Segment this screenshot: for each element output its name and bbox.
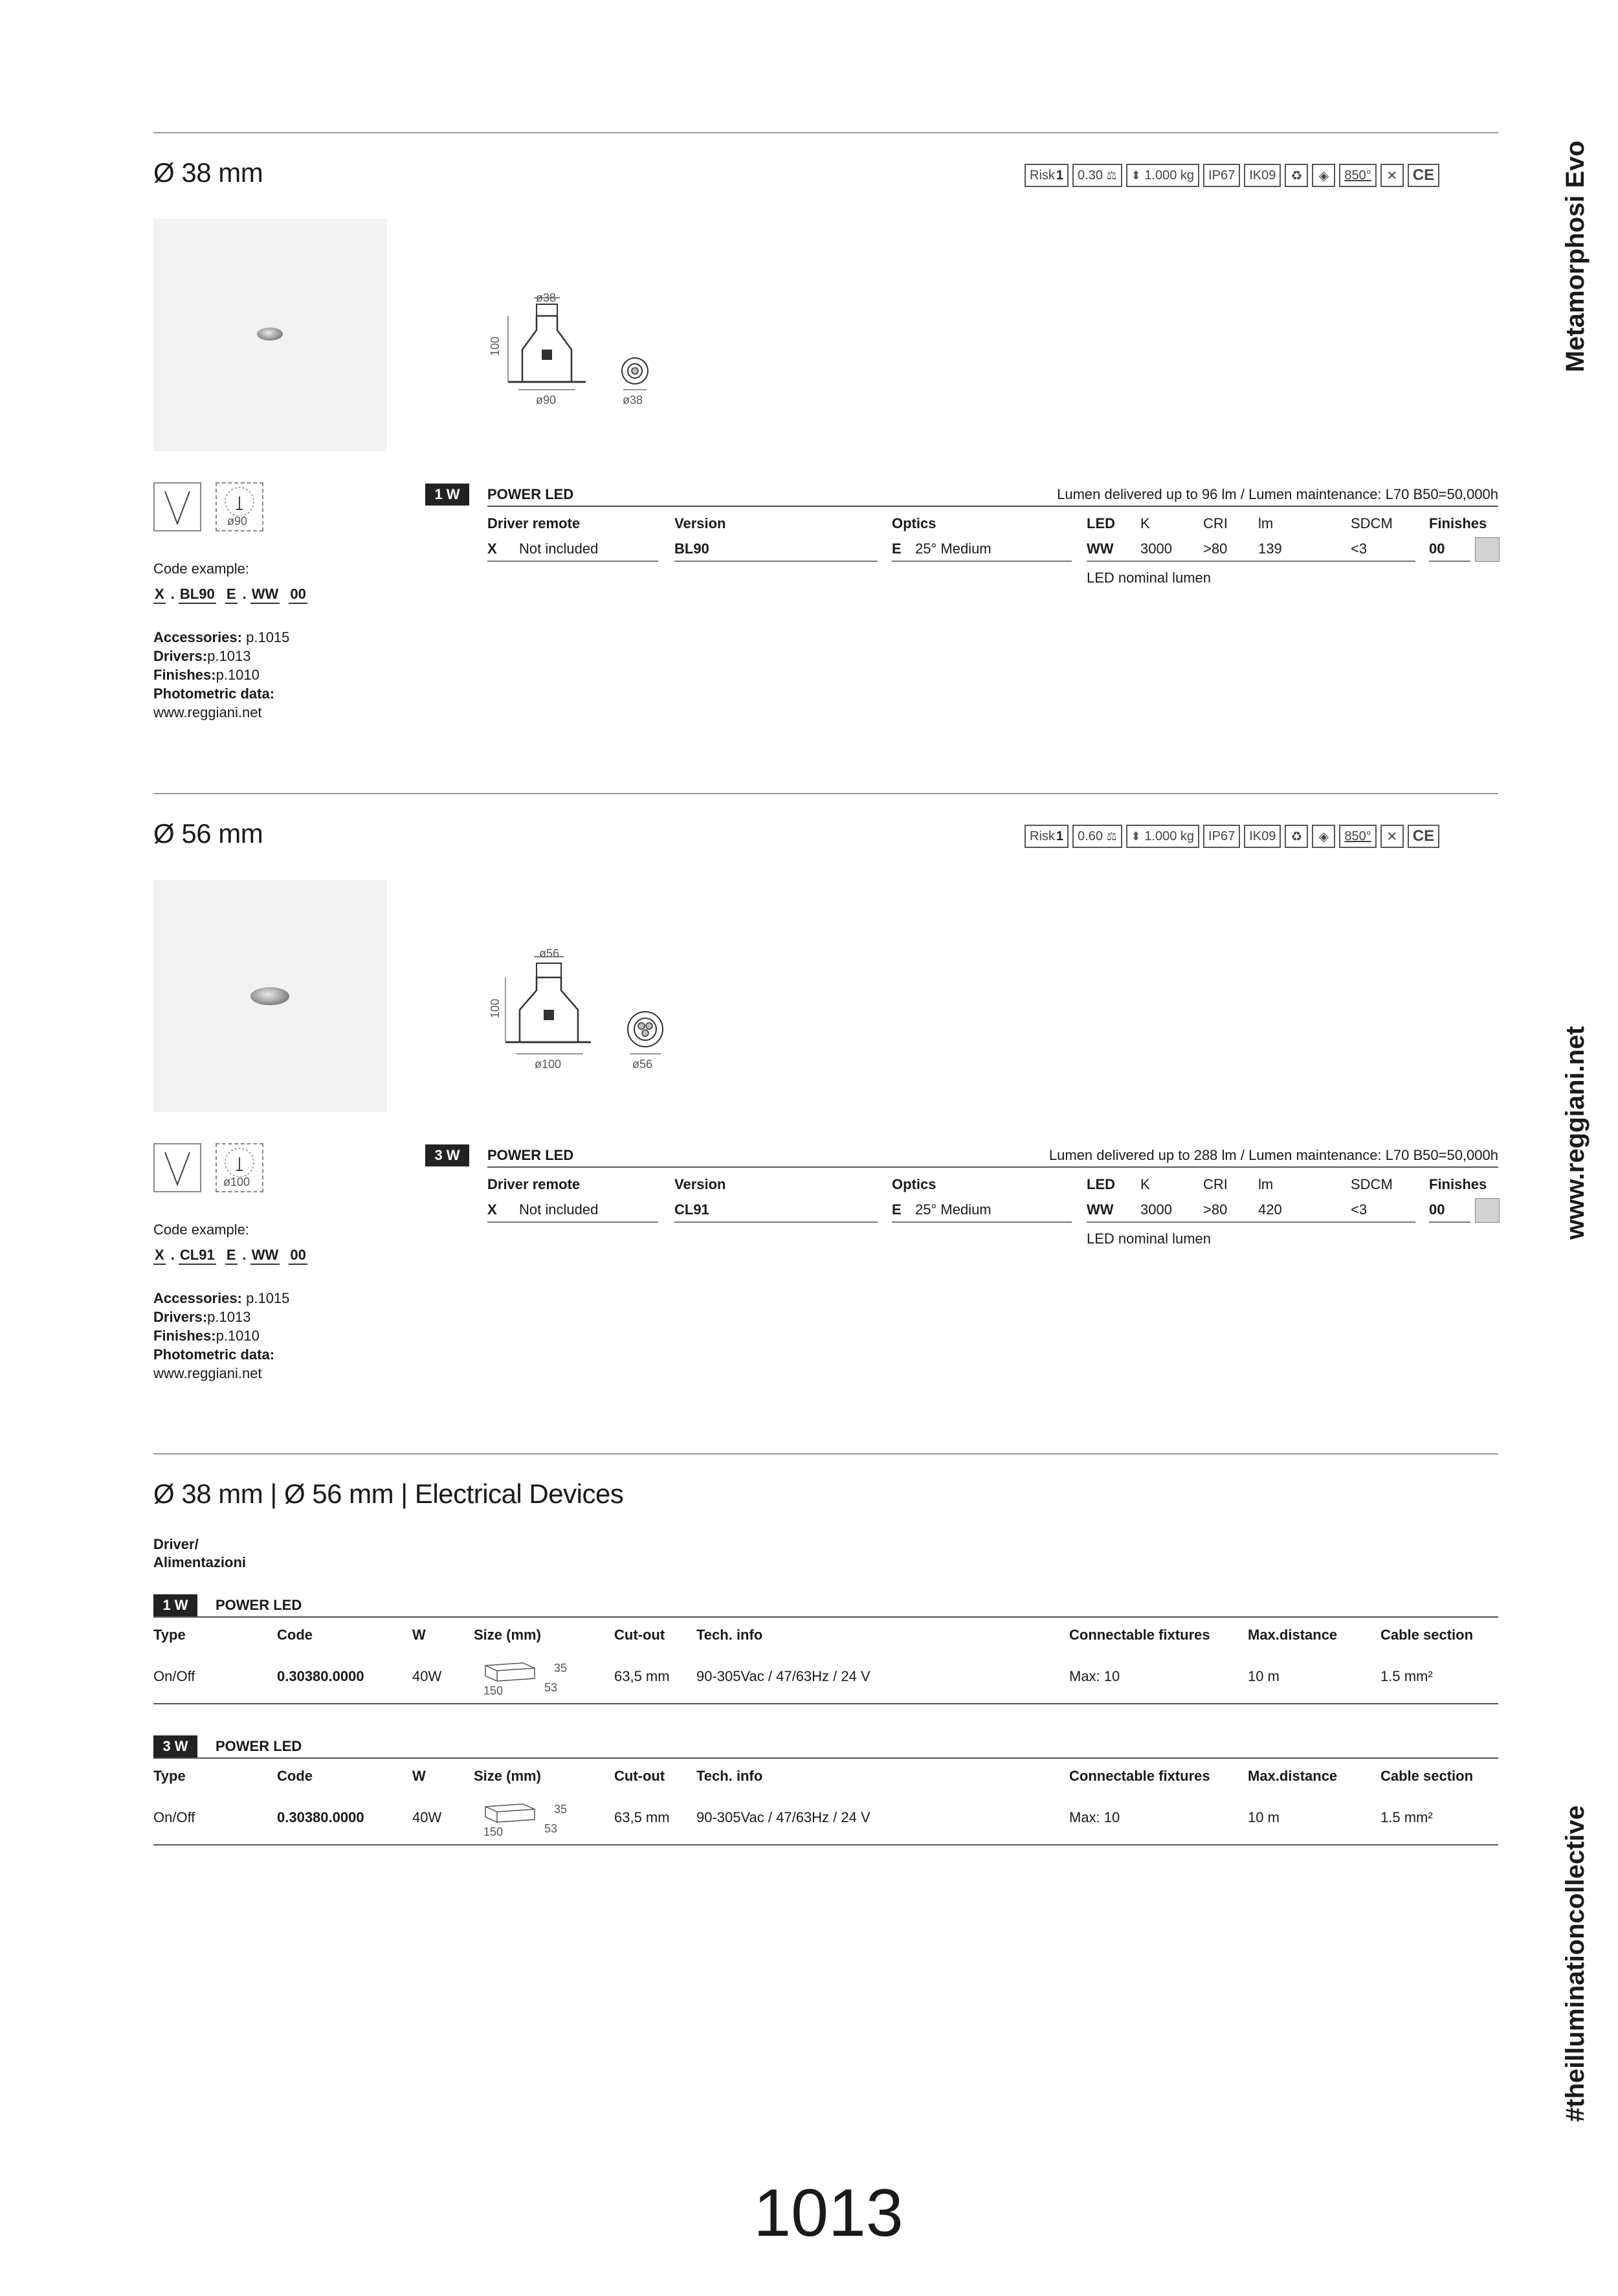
header-lm: lm	[1258, 1176, 1274, 1192]
ik-rating-badge: IK09	[1244, 825, 1281, 848]
cable-section-value: 1.5 mm²	[1380, 1809, 1433, 1825]
ip-rating-badge: IP67	[1203, 825, 1240, 848]
optics-code: E	[892, 1201, 902, 1218]
watt-value: 40W	[412, 1668, 442, 1684]
size-width-label: 53	[544, 1822, 558, 1835]
beam-angle-icon	[153, 482, 201, 531]
optics-text: 25° Medium	[915, 1201, 992, 1218]
cutout-value: 63,5 mm	[614, 1809, 670, 1825]
driver-code: X	[487, 541, 497, 557]
code-example: X . CL91 E . WW 00	[153, 1247, 313, 1265]
power-label: POWER LED	[216, 1597, 302, 1613]
cutout-value: 63,5 mm	[614, 1668, 670, 1684]
risk-group-badge: Risk 1	[1025, 825, 1069, 848]
header-max-distance: Max.distance	[1248, 1627, 1338, 1643]
weight-badge: 0.60 ⚖	[1072, 825, 1122, 848]
section-title: Ø 38 mm	[153, 157, 263, 188]
row-underline	[487, 561, 658, 562]
header-code: Code	[277, 1627, 313, 1643]
row-underline	[1429, 1221, 1470, 1223]
row-underline	[892, 1221, 1072, 1223]
header-type: Type	[153, 1768, 186, 1784]
lumen-info: Lumen delivered up to 288 lm / Lumen maintenance: L70 B50=50,000h	[1048, 1147, 1498, 1163]
power-badge: 1 W	[425, 484, 469, 506]
header-cutout: Cut-out	[614, 1627, 665, 1643]
finish-code: 00	[1429, 1201, 1445, 1218]
cut-out-label: ø100	[223, 1176, 250, 1188]
top-diameter-label: ø56	[539, 947, 560, 960]
header-code: Code	[277, 1768, 313, 1784]
row-underline	[674, 1221, 878, 1223]
max-distance-value: 10 m	[1248, 1668, 1280, 1684]
web-link[interactable]: www.reggiani.net	[153, 1365, 262, 1381]
code-example: X . BL90 E . WW 00	[153, 586, 313, 604]
product-image	[250, 987, 289, 1005]
header-driver: Driver remote	[487, 1176, 581, 1192]
header-k: K	[1140, 515, 1150, 531]
bottom-diameter-label: ø90	[536, 394, 557, 407]
size-length-label: 150	[483, 1825, 504, 1838]
connectable-value: Max: 10	[1069, 1668, 1120, 1684]
header-tech: Tech. info	[696, 1768, 763, 1784]
header-cable-section: Cable section	[1380, 1627, 1474, 1643]
led-code: WW	[1087, 541, 1114, 557]
table-rule	[487, 1166, 1498, 1168]
lm-value: 139	[1258, 541, 1282, 557]
cri-value: >80	[1203, 1201, 1228, 1218]
power-label: POWER LED	[487, 486, 574, 502]
header-tech: Tech. info	[696, 1627, 763, 1643]
header-lm: lm	[1258, 515, 1274, 531]
sidebar-brand-line: Metamorphosi Evo	[1561, 140, 1590, 372]
driver-class-icon: ◈	[1312, 164, 1335, 187]
header-max-distance: Max.distance	[1248, 1768, 1338, 1784]
driver-class-icon: ◈	[1312, 825, 1335, 848]
header-driver: Driver remote	[487, 515, 581, 531]
header-version: Version	[674, 515, 726, 531]
driver-subtitle: Driver/ Alimentazioni	[153, 1536, 247, 1570]
finish-swatch[interactable]	[1475, 1198, 1500, 1223]
product-photo	[153, 880, 387, 1112]
code-value: 0.30380.0000	[277, 1668, 364, 1684]
header-cri: CRI	[1203, 515, 1228, 531]
header-cutout: Cut-out	[614, 1768, 665, 1784]
risk-group-badge: Risk 1	[1025, 164, 1069, 187]
ik-rating-badge: IK09	[1244, 164, 1281, 187]
optics-text: 25° Medium	[915, 541, 992, 557]
header-k: K	[1140, 1176, 1150, 1192]
table-rule	[487, 506, 1498, 507]
header-size: Size (mm)	[474, 1768, 541, 1784]
temperature-badge: 850°	[1339, 164, 1376, 187]
header-led: LED	[1087, 1176, 1115, 1192]
code-example-label: Code example:	[153, 561, 249, 577]
lm-value: 420	[1258, 1201, 1282, 1218]
driver-code: X	[487, 1201, 497, 1218]
certification-icons	[1025, 164, 1439, 190]
header-w: W	[412, 1768, 426, 1784]
optics-code: E	[892, 541, 902, 557]
max-distance-value: 10 m	[1248, 1809, 1280, 1825]
code-value: 0.30380.0000	[277, 1809, 364, 1825]
led-code: WW	[1087, 1201, 1114, 1218]
header-sdcm: SDCM	[1351, 515, 1393, 531]
weight-badge: 0.30 ⚖	[1072, 164, 1122, 187]
header-w: W	[412, 1627, 426, 1643]
top-diameter-label: ø38	[536, 291, 557, 304]
table-rule	[153, 1757, 1498, 1759]
divider	[153, 793, 1498, 794]
ip-rating-badge: IP67	[1203, 164, 1240, 187]
load-badge: ⬍ 1.000 kg	[1126, 164, 1199, 187]
web-link[interactable]: www.reggiani.net	[153, 704, 262, 720]
cri-value: >80	[1203, 541, 1228, 557]
code-example-label: Code example:	[153, 1221, 249, 1238]
header-finishes: Finishes	[1429, 515, 1487, 531]
beam-angle-icon	[153, 1143, 201, 1192]
header-cable-section: Cable section	[1380, 1768, 1474, 1784]
cut-out-icon	[216, 482, 263, 531]
page-number: 1013	[753, 2176, 903, 2251]
header-connectable: Connectable fixtures	[1069, 1627, 1210, 1643]
front-diameter-label: ø56	[632, 1058, 653, 1071]
header-led: LED	[1087, 515, 1115, 531]
k-value: 3000	[1140, 1201, 1172, 1218]
finish-code: 00	[1429, 541, 1445, 557]
row-underline	[1087, 1221, 1415, 1223]
technical-drawing	[482, 285, 689, 414]
table-rule	[153, 1703, 1498, 1704]
cable-section-value: 1.5 mm²	[1380, 1668, 1433, 1684]
power-badge: 3 W	[153, 1735, 197, 1757]
power-label: POWER LED	[216, 1738, 302, 1754]
sidebar-hashtag: #theilluminationcollective	[1561, 1805, 1590, 2122]
k-value: 3000	[1140, 541, 1172, 557]
row-underline	[487, 1221, 658, 1223]
size-width-label: 53	[544, 1681, 558, 1694]
lumen-info: Lumen delivered up to 96 lm / Lumen maintenance: L70 B50=50,000h	[1057, 486, 1498, 502]
sdcm-value: <3	[1351, 1201, 1368, 1218]
led-note: LED nominal lumen	[1087, 570, 1211, 586]
row-underline	[1087, 561, 1415, 562]
divider	[153, 132, 1498, 133]
ce-mark-icon: CE	[1408, 164, 1439, 187]
tech-value: 90-305Vac / 47/63Hz / 24 V	[696, 1668, 870, 1684]
connectable-value: Max: 10	[1069, 1809, 1120, 1825]
header-cri: CRI	[1203, 1176, 1228, 1192]
section-title: Ø 56 mm	[153, 818, 263, 849]
no-cover-icon: ✕	[1380, 164, 1404, 187]
bottom-diameter-label: ø100	[535, 1058, 562, 1071]
recycle-icon: ♻	[1285, 164, 1308, 187]
sidebar-website[interactable]: www.reggiani.net	[1561, 1026, 1590, 1240]
product-photo	[153, 219, 387, 451]
header-connectable: Connectable fixtures	[1069, 1768, 1210, 1784]
no-cover-icon: ✕	[1380, 825, 1404, 848]
product-image	[257, 328, 283, 340]
row-underline	[892, 561, 1072, 562]
technical-drawing	[482, 945, 689, 1075]
size-length-label: 150	[483, 1684, 504, 1697]
table-rule	[153, 1844, 1498, 1845]
row-underline	[1429, 561, 1470, 562]
ce-mark-icon: CE	[1408, 825, 1439, 848]
sdcm-value: <3	[1351, 541, 1368, 557]
power-label: POWER LED	[487, 1147, 574, 1163]
references: Accessories: p.1015 Drivers:p.1013 Finishes:p.1010 Photometric data: www.reggiani.net	[153, 629, 290, 720]
header-finishes: Finishes	[1429, 1176, 1487, 1192]
version-code: CL91	[674, 1201, 709, 1218]
size-height-label: 35	[554, 1803, 568, 1816]
header-version: Version	[674, 1176, 726, 1192]
temperature-badge: 850°	[1339, 825, 1376, 848]
header-optics: Optics	[892, 1176, 936, 1192]
type-value: On/Off	[153, 1668, 195, 1684]
divider	[153, 1453, 1498, 1455]
height-label: 100	[489, 998, 502, 1018]
cut-out-label: ø90	[227, 515, 248, 528]
section-title: Ø 38 mm | Ø 56 mm | Electrical Devices	[153, 1478, 624, 1509]
certification-icons	[1025, 825, 1439, 851]
led-note: LED nominal lumen	[1087, 1231, 1211, 1247]
size-height-label: 35	[554, 1662, 568, 1675]
recycle-icon: ♻	[1285, 825, 1308, 848]
header-sdcm: SDCM	[1351, 1176, 1393, 1192]
row-underline	[674, 561, 878, 562]
driver-text: Not included	[519, 1201, 599, 1218]
version-code: BL90	[674, 541, 709, 557]
header-optics: Optics	[892, 515, 936, 531]
height-label: 100	[489, 336, 502, 356]
load-badge: ⬍ 1.000 kg	[1126, 825, 1199, 848]
references: Accessories: p.1015 Drivers:p.1013 Finishes:p.1010 Photometric data: www.reggiani.net	[153, 1290, 290, 1381]
cut-out-icon	[216, 1143, 263, 1192]
header-size: Size (mm)	[474, 1627, 541, 1643]
power-badge: 1 W	[153, 1594, 197, 1616]
tech-value: 90-305Vac / 47/63Hz / 24 V	[696, 1809, 870, 1825]
power-badge: 3 W	[425, 1144, 469, 1166]
table-rule	[153, 1616, 1498, 1618]
type-value: On/Off	[153, 1809, 195, 1825]
watt-value: 40W	[412, 1809, 442, 1825]
driver-text: Not included	[519, 541, 599, 557]
header-type: Type	[153, 1627, 186, 1643]
front-diameter-label: ø38	[623, 394, 643, 407]
finish-swatch[interactable]	[1475, 537, 1500, 562]
